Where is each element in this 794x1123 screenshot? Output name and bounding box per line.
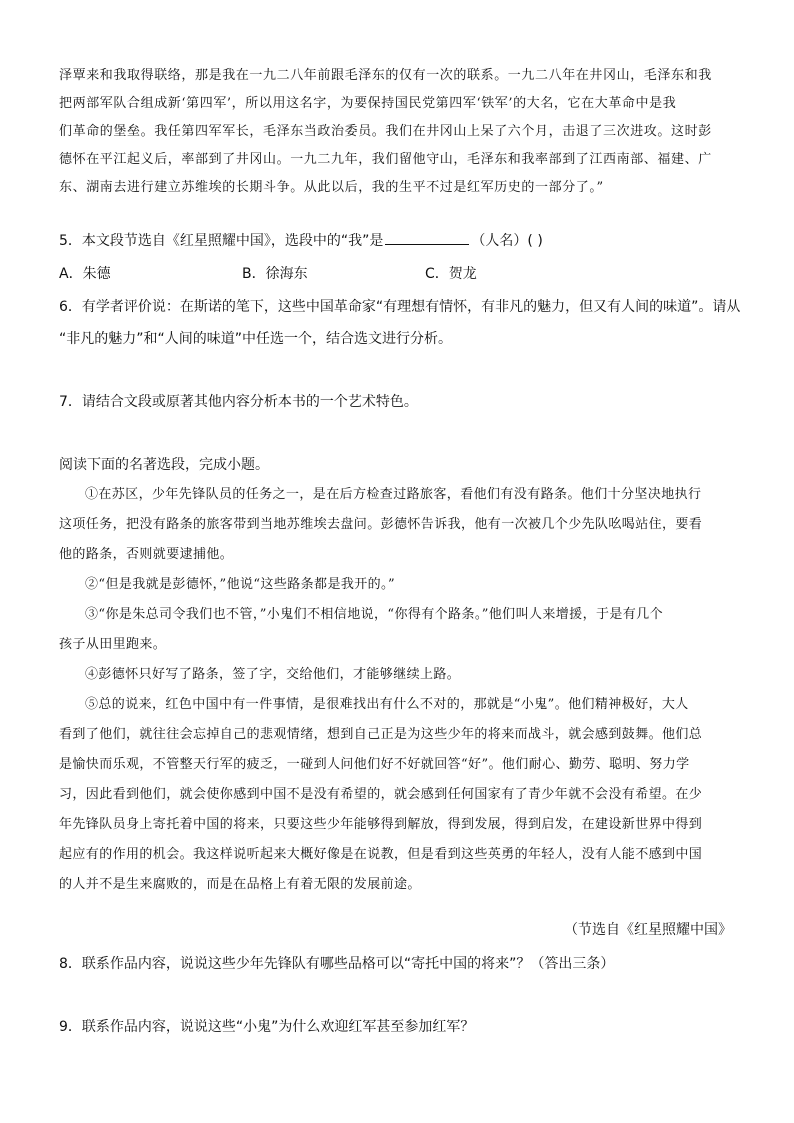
reading-instruction: 阅读下面的名著选段，完成小题。: [59, 457, 269, 473]
passage-line: 德怀在平江起义后，率部到了井冈山。一九二九年，我们留他守山，毛泽东和我率部到了江西南部、福建、广: [59, 152, 712, 167]
passage-line: ④彭德怀只好写了路条，签了字，交给他们，才能够继续上路。: [85, 667, 461, 682]
passage-line: 们革命的堡垒。我任第四军军长，毛泽东当政治委员。我们在井冈山上呆了六个月，击退了三次进攻。这时彭: [59, 124, 712, 139]
answer-blank[interactable]: [385, 230, 469, 245]
passage-line: ⑤总的说来，红色中国中有一件事情，是很难找出有什么不对的，那就是“小鬼”。他们精神极好，大人: [85, 697, 689, 712]
passage-line: 的人并不是生来腐败的，而是在品格上有着无限的发展前途。: [59, 877, 421, 892]
question-6-line-2: “非凡的魅力”和“人间的味道”中任选一个，结合选文进行分析。: [59, 331, 453, 347]
question-8: 8．联系作品内容，说说这些少年先锋队有哪些品格可以“寄托中国的将来”？（答出三条）: [59, 956, 615, 972]
question-6-line-1: 6．有学者评价说：在斯诺的笔下，这些中国革命家“有理想有情怀，有非凡的魅力，但又有人间的味道”。请从: [59, 299, 741, 315]
passage-line: 习，因此看到他们，就会使你感到中国不是没有希望的，就会感到任何国家有了青少年就不会没有希望。在少: [59, 787, 703, 802]
question-5: [59, 230, 543, 250]
passage-line: ③“你是朱总司令我们也不管，”小鬼们不相信地说，“你得有个路条。”他们叫人来增援，于是有几个: [85, 607, 663, 622]
passage-line: 是愉快而乐观，不管整天行军的疲乏，一碰到人问他们好不好就回答“好”。他们耐心、勤劳、聪明、努力学: [59, 757, 690, 772]
passage-line: 他的路条，否则就要逮捕他。: [59, 547, 234, 562]
excerpt-source: （节选自《红星照耀中国》: [564, 922, 732, 938]
passage-line: ②“但是我就是彭德怀，”他说“这些路条都是我开的。”: [85, 577, 395, 592]
question-5-suffix: （人名）( ): [471, 233, 543, 249]
question-7: 7．请结合文段或原著其他内容分析本书的一个艺术特色。: [59, 394, 418, 410]
question-9: 9．联系作品内容，说说这些“小鬼”为什么欢迎红军甚至参加红军？: [59, 1019, 475, 1035]
passage-line: 看到了他们，就往往会忘掉自己的悲观情绪，想到自己正是为这些少年的将来而战斗，就会感到鼓舞。他们总: [59, 727, 703, 742]
passage-line: 年先锋队员身上寄托着中国的将来，只要这些少年能够得到解放，得到发展，得到启发，在建设新世界中得到: [59, 817, 703, 832]
option-c[interactable]: C．贺龙: [425, 266, 477, 282]
passage-line: 这项任务，把没有路条的旅客带到当地苏维埃去盘问。彭德怀告诉我，他有一次被几个少先队吆喝站住，要看: [59, 517, 703, 532]
passage-excerpt-1: [59, 62, 735, 202]
passage-line: ①在苏区，少年先锋队员的任务之一，是在后方检查过路旅客，看他们有没有路条。他们十分坚决地执行: [85, 487, 702, 502]
passage-line: 孩子从田里跑来。: [59, 637, 167, 652]
question-5-text: 5．本文段节选自《红星照耀中国》，选段中的“我”是: [59, 233, 384, 249]
passage-line: 东、湖南去进行建立苏维埃的长期斗争。从此以后，我的生平不过是红军历史的一部分了。”: [59, 180, 604, 195]
passage-excerpt-2: [59, 480, 735, 900]
passage-line: 泽覃来和我取得联络，那是我在一九二八年前跟毛泽东的仅有一次的联系。一九二八年在井冈山，毛泽东和我: [59, 68, 712, 83]
option-b[interactable]: B．徐海东: [242, 266, 308, 282]
passage-line: 起应有的作用的机会。我这样说听起来大概好像是在说教，但是看到这些英勇的年轻人，没有人能不感到中国: [59, 847, 703, 862]
option-a[interactable]: A．朱德: [59, 266, 111, 282]
passage-line: 把两部军队合组成新‘第四军’，所以用这名字，为要保持国民党第四军‘铁军’的大名，它在大革命中是我: [59, 96, 677, 111]
